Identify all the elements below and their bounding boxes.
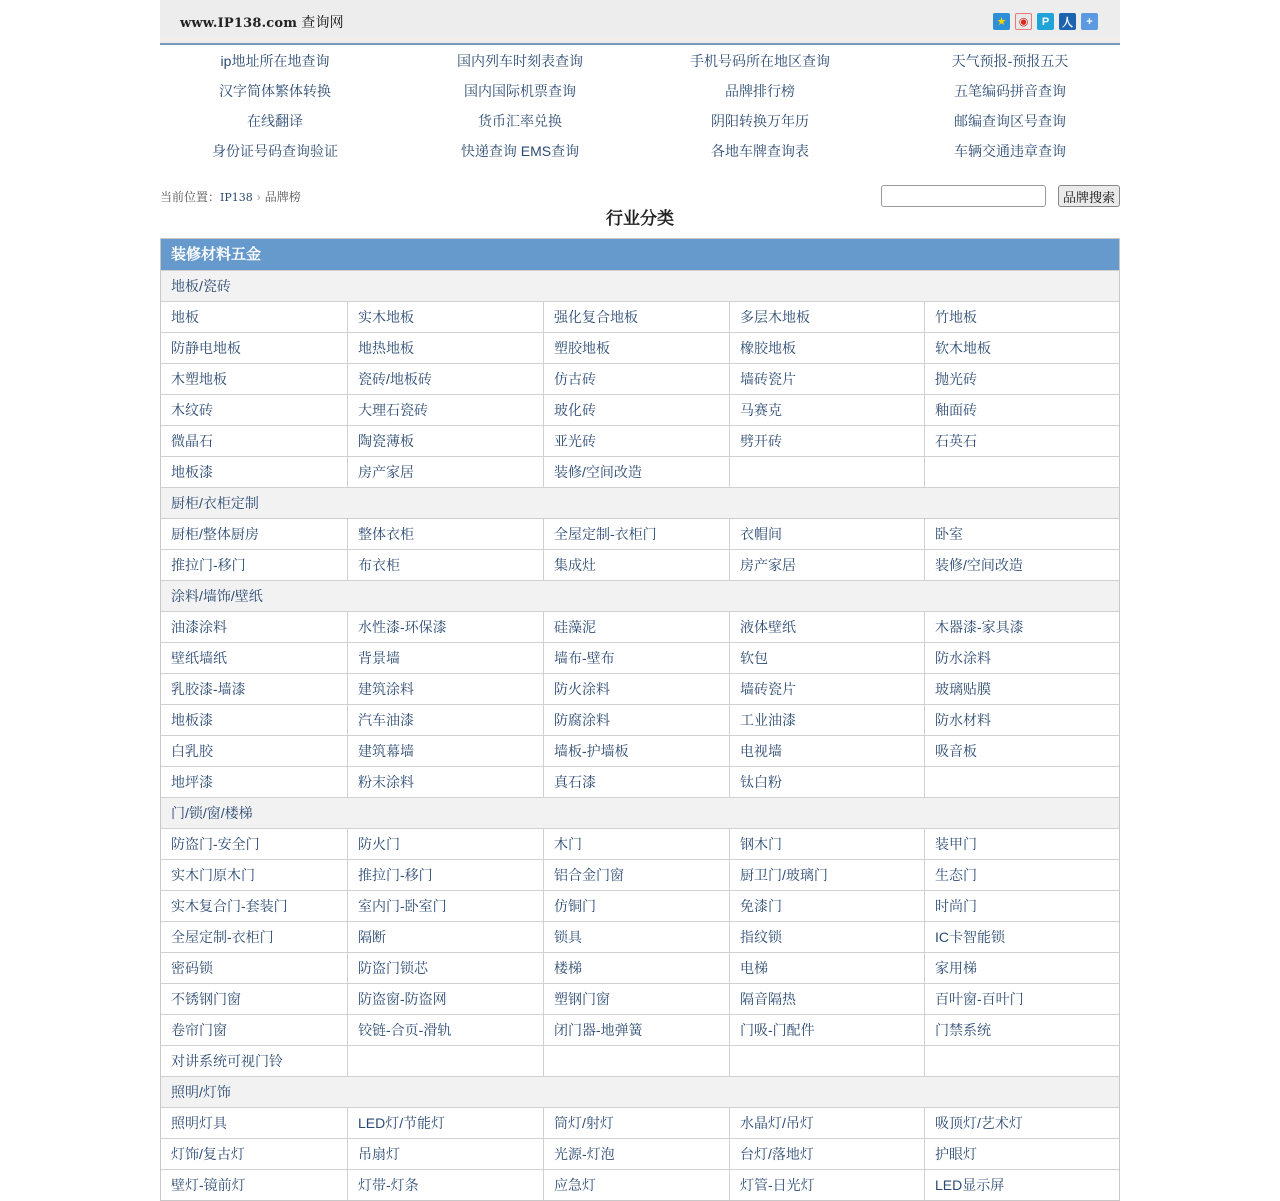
brand-category-link[interactable]: 装甲门 xyxy=(924,829,1119,859)
brand-category-link[interactable]: 塑胶地板 xyxy=(543,333,729,363)
brand-category-link[interactable]: 硅藻泥 xyxy=(543,612,729,642)
brand-category-link[interactable]: 真石漆 xyxy=(543,767,729,797)
brand-category-link[interactable]: 护眼灯 xyxy=(924,1139,1119,1169)
brand-category-link[interactable]: 整体衣柜 xyxy=(347,519,543,549)
subcategory-header: 涂料/墙饰/壁纸 xyxy=(161,580,1119,611)
table-row xyxy=(161,673,1119,704)
brand-category-link[interactable]: 地板漆 xyxy=(171,464,213,480)
breadcrumb xyxy=(160,188,301,205)
brand-category-link[interactable]: 防盗窗-防盗网 xyxy=(347,984,543,1014)
nav-link[interactable]: 阴阳转换万年历 xyxy=(711,113,809,129)
brand-category-link[interactable]: 密码锁 xyxy=(171,960,213,976)
brand-category-link[interactable]: 液体壁纸 xyxy=(729,612,924,642)
brand-category-link[interactable]: 隔断 xyxy=(347,922,543,952)
table-row xyxy=(161,611,1119,642)
brand-category-link[interactable]: 灯管-日光灯 xyxy=(729,1170,924,1200)
brand-category-link[interactable]: 劈开砖 xyxy=(729,426,924,456)
brand-category-link[interactable]: 钢木门 xyxy=(729,829,924,859)
brand-category-link[interactable]: 木塑地板 xyxy=(171,371,227,387)
brand-category-link[interactable]: 玻化砖 xyxy=(543,395,729,425)
brand-category-link[interactable]: 强化复合地板 xyxy=(543,302,729,332)
brand-category-link[interactable]: 多层木地板 xyxy=(729,302,924,332)
brand-category-link[interactable]: 装修/空间改造 xyxy=(543,457,729,487)
brand-category-link[interactable]: 工业油漆 xyxy=(729,705,924,735)
brand-category-link[interactable]: 亚光砖 xyxy=(543,426,729,456)
table-row xyxy=(161,983,1119,1014)
brand-category-link[interactable]: 防静电地板 xyxy=(171,340,241,356)
brand-category-link[interactable]: 釉面砖 xyxy=(924,395,1119,425)
brand-category-link[interactable]: 吸音板 xyxy=(924,736,1119,766)
brand-category-link[interactable]: 马赛克 xyxy=(729,395,924,425)
brand-category-link[interactable]: 木纹砖 xyxy=(171,402,213,418)
table-row xyxy=(161,828,1119,859)
brand-category-link[interactable]: 隔音隔热 xyxy=(729,984,924,1014)
brand-category-link[interactable]: 木器漆-家具漆 xyxy=(924,612,1119,642)
tencent-weibo-share-icon[interactable]: P xyxy=(1037,13,1054,30)
empty-cell xyxy=(924,767,1119,797)
brand-category-link[interactable]: LED灯/节能灯 xyxy=(347,1108,543,1138)
brand-category-link[interactable]: 钛白粉 xyxy=(729,767,924,797)
table-row xyxy=(161,301,1119,332)
brand-category-link[interactable]: 卷帘门窗 xyxy=(171,1022,227,1038)
breadcrumb-search-row xyxy=(160,184,1120,208)
nav-link[interactable]: 车辆交通违章查询 xyxy=(954,143,1066,159)
nav-link[interactable]: 汉字简体繁体转换 xyxy=(219,83,331,99)
more-share-icon[interactable]: + xyxy=(1081,13,1098,30)
brand-category-link[interactable]: 壁灯-镜前灯 xyxy=(171,1177,246,1193)
breadcrumb-prefix: 当前位置： xyxy=(160,189,221,204)
brand-category-link[interactable]: 推拉门-移门 xyxy=(171,557,246,573)
table-row xyxy=(161,1107,1119,1138)
empty-cell xyxy=(543,1046,729,1076)
table-row xyxy=(161,890,1119,921)
brand-category-link[interactable]: 汽车油漆 xyxy=(347,705,543,735)
nav-link[interactable]: 邮编查询区号查询 xyxy=(954,113,1066,129)
table-row xyxy=(161,1138,1119,1169)
table-row xyxy=(161,363,1119,394)
brand-category-link[interactable]: 防盗门锁芯 xyxy=(347,953,543,983)
brand-category-link[interactable]: 地坪漆 xyxy=(171,774,213,790)
brand-category-link[interactable]: 微晶石 xyxy=(171,433,213,449)
logo-suffix: 查询网 xyxy=(301,14,344,31)
brand-category-link[interactable]: 竹地板 xyxy=(924,302,1119,332)
brand-category-link[interactable]: 铰链-合页-滑轨 xyxy=(347,1015,543,1045)
brand-category-link[interactable]: 防水材料 xyxy=(924,705,1119,735)
qzone-share-icon[interactable]: ★ xyxy=(993,13,1010,30)
brand-category-link[interactable]: 百叶窗-百叶门 xyxy=(924,984,1119,1014)
empty-cell xyxy=(924,1046,1119,1076)
table-row xyxy=(161,766,1119,797)
nav-link[interactable]: 在线翻译 xyxy=(247,113,303,129)
weibo-share-icon[interactable]: ◉ xyxy=(1015,13,1032,30)
brand-category-link[interactable]: 厨卫门/玻璃门 xyxy=(729,860,924,890)
nav-link[interactable]: 手机号码所在地区查询 xyxy=(690,53,830,69)
brand-category-link[interactable]: 筒灯/射灯 xyxy=(543,1108,729,1138)
brand-category-link[interactable]: 建筑涂料 xyxy=(347,674,543,704)
table-row xyxy=(161,456,1119,487)
brand-category-link[interactable]: 光源-灯泡 xyxy=(543,1139,729,1169)
brand-category-link[interactable]: 装修/空间改造 xyxy=(924,550,1119,580)
brand-search-button[interactable]: 品牌搜索 xyxy=(1058,185,1120,207)
brand-category-link[interactable]: 房产家居 xyxy=(729,550,924,580)
table-row xyxy=(161,394,1119,425)
brand-category-link[interactable]: 免漆门 xyxy=(729,891,924,921)
table-row xyxy=(161,704,1119,735)
brand-category-link[interactable]: 壁纸墙纸 xyxy=(171,650,227,666)
brand-category-link[interactable]: 地热地板 xyxy=(347,333,543,363)
brand-category-link[interactable]: 吊扇灯 xyxy=(347,1139,543,1169)
breadcrumb-separator-icon: › xyxy=(256,189,261,204)
page-wrapper xyxy=(160,0,1120,1201)
brand-category-link[interactable]: 衣帽间 xyxy=(729,519,924,549)
breadcrumb-home-link[interactable]: IP138 xyxy=(220,190,253,204)
brand-category-link[interactable]: 厨柜/整体厨房 xyxy=(171,526,259,542)
brand-category-link[interactable]: 实木门原木门 xyxy=(171,867,255,883)
brand-category-link[interactable]: 电视墙 xyxy=(729,736,924,766)
brand-category-link[interactable]: 实木地板 xyxy=(347,302,543,332)
tool-links-nav xyxy=(160,45,1120,171)
brand-search-input[interactable] xyxy=(881,185,1046,207)
brand-category-link[interactable]: 门吸-门配件 xyxy=(729,1015,924,1045)
brand-category-link[interactable]: 铝合金门窗 xyxy=(543,860,729,890)
brand-category-link[interactable]: 背景墙 xyxy=(347,643,543,673)
brand-category-link[interactable]: 墙布-壁布 xyxy=(543,643,729,673)
empty-cell xyxy=(729,457,924,487)
brand-category-link[interactable]: 玻璃贴膜 xyxy=(924,674,1119,704)
brand-category-link[interactable]: 水性漆-环保漆 xyxy=(347,612,543,642)
brand-category-link[interactable]: 仿铜门 xyxy=(543,891,729,921)
table-row xyxy=(161,425,1119,456)
brand-category-link[interactable]: 防水涂料 xyxy=(924,643,1119,673)
brand-category-link[interactable]: 大理石瓷砖 xyxy=(347,395,543,425)
renren-share-icon[interactable]: 人 xyxy=(1059,13,1076,30)
nav-link[interactable]: 货币汇率兑换 xyxy=(478,113,562,129)
brand-category-link[interactable]: 对讲系统可视门铃 xyxy=(171,1053,283,1069)
brand-category-link[interactable]: 墙板-护墙板 xyxy=(543,736,729,766)
brand-category-link[interactable]: 生态门 xyxy=(924,860,1119,890)
brand-category-link[interactable]: 瓷砖/地板砖 xyxy=(347,364,543,394)
brand-category-link[interactable]: 灯带-灯条 xyxy=(347,1170,543,1200)
brand-category-link[interactable]: 应急灯 xyxy=(543,1170,729,1200)
brand-category-link[interactable]: 锁具 xyxy=(543,922,729,952)
logo-domain: www.IP138.com xyxy=(180,15,298,31)
site-header xyxy=(160,0,1120,45)
brand-category-link[interactable]: 橡胶地板 xyxy=(729,333,924,363)
brand-category-link[interactable]: 台灯/落地灯 xyxy=(729,1139,924,1169)
brand-category-link[interactable]: 集成灶 xyxy=(543,550,729,580)
nav-link[interactable]: 五笔编码拼音查询 xyxy=(954,83,1066,99)
brand-category-link[interactable]: 乳胶漆-墙漆 xyxy=(171,681,246,697)
subcategory-header: 照明/灯饰 xyxy=(161,1076,1119,1107)
table-row xyxy=(161,518,1119,549)
nav-link[interactable]: ip地址所在地查询 xyxy=(220,53,330,69)
brand-category-link[interactable]: 陶瓷薄板 xyxy=(347,426,543,456)
table-row xyxy=(161,332,1119,363)
brand-category-link[interactable]: 防火涂料 xyxy=(543,674,729,704)
brand-category-link[interactable]: IC卡智能锁 xyxy=(924,922,1119,952)
nav-link[interactable]: 天气预报-预报五天 xyxy=(951,53,1069,69)
table-row xyxy=(161,1045,1119,1076)
category-table xyxy=(160,238,1120,1201)
brand-category-link[interactable]: 白乳胶 xyxy=(171,743,213,759)
subcategory-header: 厨柜/衣柜定制 xyxy=(161,487,1119,518)
brand-category-link[interactable]: 电梯 xyxy=(729,953,924,983)
category-header: 装修材料五金 xyxy=(161,239,1119,270)
share-toolbar xyxy=(993,13,1098,30)
nav-link[interactable]: 品牌排行榜 xyxy=(725,83,795,99)
brand-category-link[interactable]: 布衣柜 xyxy=(347,550,543,580)
brand-category-link[interactable]: 实木复合门-套装门 xyxy=(171,898,288,914)
brand-category-link[interactable]: 家用梯 xyxy=(924,953,1119,983)
brand-category-link[interactable]: 油漆涂料 xyxy=(171,619,227,635)
brand-category-link[interactable]: 石英石 xyxy=(924,426,1119,456)
table-row xyxy=(161,1169,1119,1200)
brand-category-link[interactable]: 地板漆 xyxy=(171,712,213,728)
subcategory-header: 门/锁/窗/楼梯 xyxy=(161,797,1119,828)
nav-link[interactable]: 各地车牌查询表 xyxy=(711,143,809,159)
table-row xyxy=(161,952,1119,983)
table-row xyxy=(161,921,1119,952)
table-row xyxy=(161,859,1119,890)
brand-category-link[interactable]: 木门 xyxy=(543,829,729,859)
subcategory-header: 地板/瓷砖 xyxy=(161,270,1119,301)
brand-search xyxy=(881,185,1120,207)
empty-cell xyxy=(729,1046,924,1076)
brand-category-link[interactable]: 防火门 xyxy=(347,829,543,859)
nav-link[interactable]: 国内国际机票查询 xyxy=(464,83,576,99)
brand-category-link[interactable]: 地板 xyxy=(171,309,199,325)
brand-category-link[interactable]: 水晶灯/吊灯 xyxy=(729,1108,924,1138)
breadcrumb-current: 品牌榜 xyxy=(264,189,301,204)
brand-category-link[interactable]: 全屋定制-衣柜门 xyxy=(171,929,274,945)
brand-category-link[interactable]: 指纹锁 xyxy=(729,922,924,952)
brand-category-link[interactable]: 时尚门 xyxy=(924,891,1119,921)
brand-category-link[interactable]: 不锈钢门窗 xyxy=(171,991,241,1007)
brand-category-link[interactable]: 全屋定制-衣柜门 xyxy=(543,519,729,549)
nav-link[interactable]: 国内列车时刻表查询 xyxy=(457,53,583,69)
brand-category-link[interactable]: 灯饰/复古灯 xyxy=(171,1146,245,1162)
brand-category-link[interactable]: 建筑幕墙 xyxy=(347,736,543,766)
brand-category-link[interactable]: 塑钢门窗 xyxy=(543,984,729,1014)
brand-category-link[interactable]: 推拉门-移门 xyxy=(347,860,543,890)
brand-category-link[interactable]: 防盗门-安全门 xyxy=(171,836,260,852)
brand-category-link[interactable]: LED显示屏 xyxy=(924,1170,1119,1200)
brand-category-link[interactable]: 软木地板 xyxy=(924,333,1119,363)
brand-category-link[interactable]: 室内门-卧室门 xyxy=(347,891,543,921)
nav-link[interactable]: 快递查询 EMS查询 xyxy=(460,143,580,159)
empty-cell xyxy=(347,1046,543,1076)
brand-category-link[interactable]: 软包 xyxy=(729,643,924,673)
brand-category-link[interactable]: 粉末涂料 xyxy=(347,767,543,797)
page-title: 行业分类 xyxy=(606,209,674,229)
empty-cell xyxy=(924,457,1119,487)
brand-category-link[interactable]: 吸顶灯/艺术灯 xyxy=(924,1108,1119,1138)
table-row xyxy=(161,1014,1119,1045)
brand-category-link[interactable]: 照明灯具 xyxy=(171,1115,227,1131)
brand-category-link[interactable]: 防腐涂料 xyxy=(543,705,729,735)
site-logo[interactable] xyxy=(180,12,344,32)
brand-category-link[interactable]: 抛光砖 xyxy=(924,364,1119,394)
table-row xyxy=(161,549,1119,580)
brand-category-link[interactable]: 楼梯 xyxy=(543,953,729,983)
table-row xyxy=(161,642,1119,673)
brand-category-link[interactable]: 房产家居 xyxy=(347,457,543,487)
brand-category-link[interactable]: 墙砖瓷片 xyxy=(729,364,924,394)
brand-category-link[interactable]: 墙砖瓷片 xyxy=(729,674,924,704)
brand-category-link[interactable]: 卧室 xyxy=(924,519,1119,549)
brand-category-link[interactable]: 闭门器-地弹簧 xyxy=(543,1015,729,1045)
brand-category-link[interactable]: 门禁系统 xyxy=(924,1015,1119,1045)
brand-category-link[interactable]: 仿古砖 xyxy=(543,364,729,394)
nav-link[interactable]: 身份证号码查询验证 xyxy=(212,143,338,159)
table-row xyxy=(161,735,1119,766)
